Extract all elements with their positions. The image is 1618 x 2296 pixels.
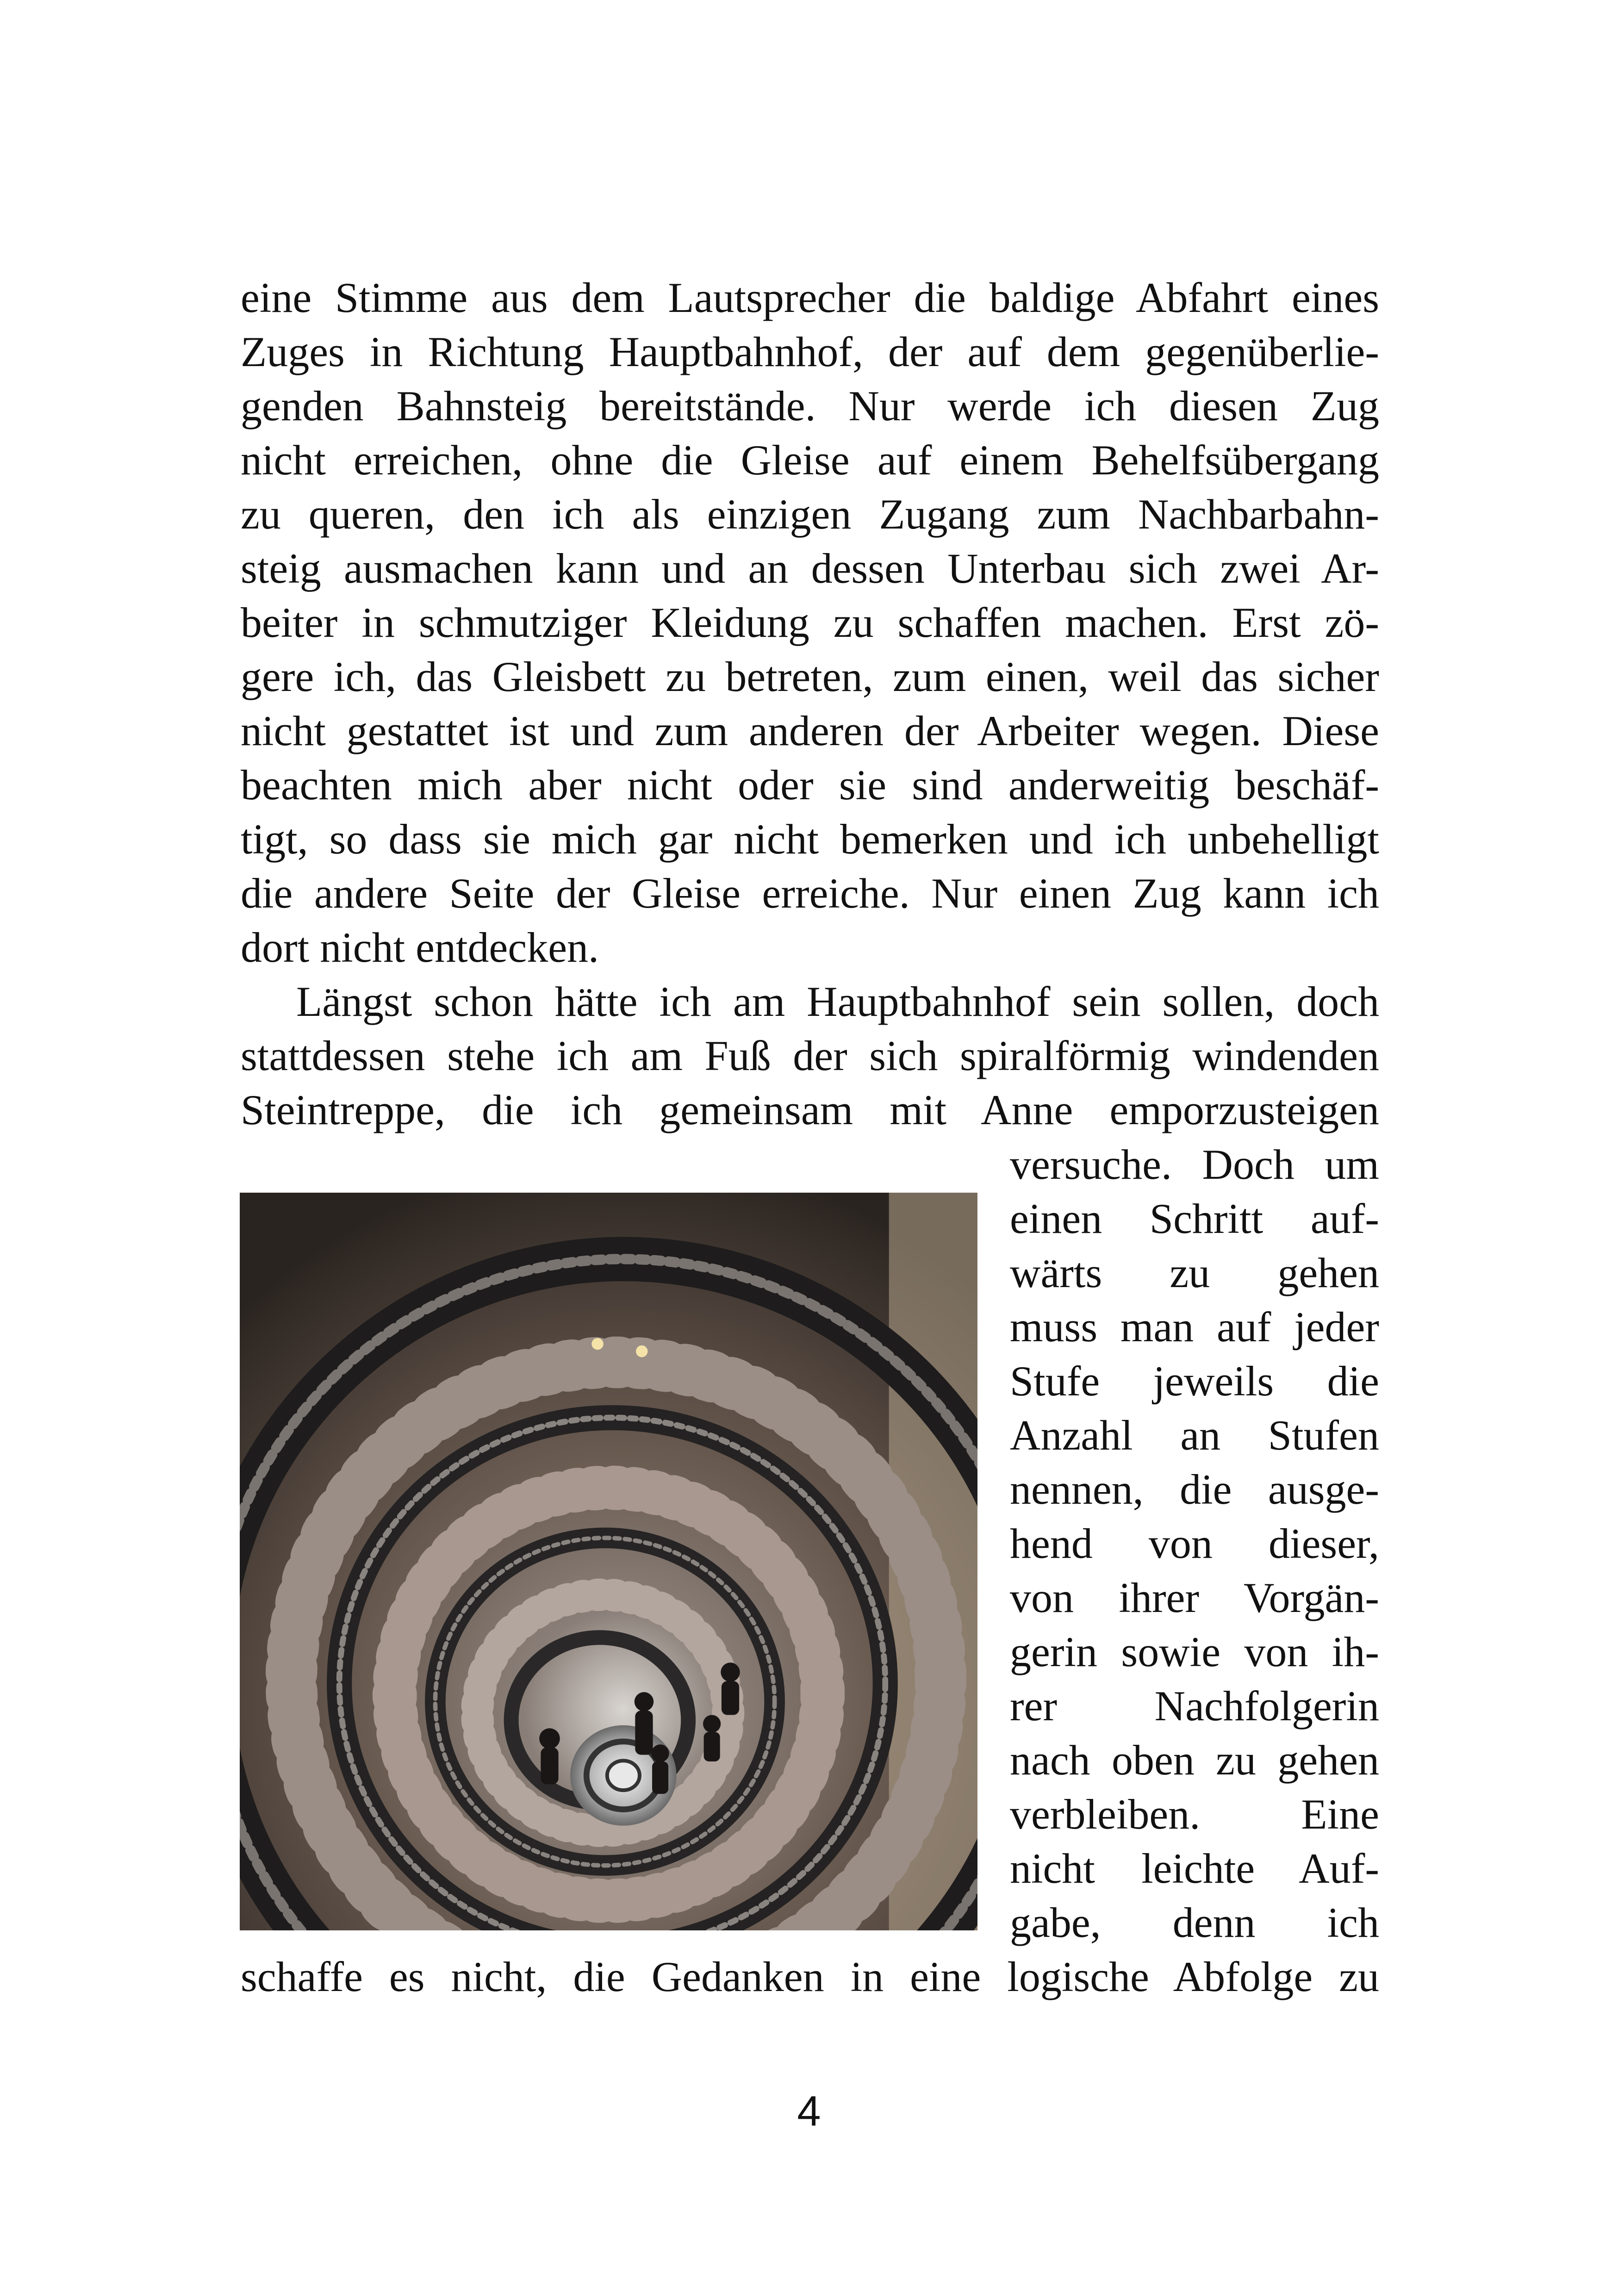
text-line: verbleiben. Eine	[1010, 1791, 1379, 1838]
text-line: schaffe es nicht, die Gedanken in eine logische Abfolge zu	[241, 1953, 1379, 2000]
text-line: einen Schritt auf-	[1010, 1195, 1379, 1242]
text-line: Stufe jeweils die	[1010, 1357, 1379, 1405]
text-line: nicht erreichen, ohne die Gleise auf einem Behelfsübergang	[241, 436, 1379, 484]
text-line: steig ausmachen kann und an dessen Unterbau sich zwei Ar-	[241, 545, 1379, 592]
text-line: Zuges in Richtung Hauptbahnhof, der auf dem gegenüberlie-	[241, 328, 1379, 375]
body-text-bottom	[241, 1950, 1379, 2004]
text-line: muss man auf jeder	[1010, 1303, 1379, 1350]
text-line: eine Stimme aus dem Lautsprecher die baldige Abfahrt eines	[241, 274, 1379, 321]
text-line: nicht leichte Auf-	[1010, 1845, 1379, 1892]
text-line: gerin sowie von ih-	[1010, 1628, 1379, 1675]
text-line: versuche. Doch um	[1010, 1141, 1379, 1188]
text-line: Längst schon hätte ich am Hauptbahnhof sein sollen, doch	[296, 978, 1379, 1025]
staircase-photo	[240, 1193, 977, 1930]
text-line: zu queren, den ich als einzigen Zugang zum Nachbarbahn-	[241, 491, 1379, 538]
text-line: tigt, so dass sie mich gar nicht bemerken und ich unbehelligt	[241, 815, 1379, 863]
text-line: rer Nachfolgerin	[1010, 1682, 1379, 1730]
text-line: hend von dieser,	[1010, 1520, 1379, 1567]
text-line: gere ich, das Gleisbett zu betreten, zum einen, weil das sicher	[241, 653, 1379, 700]
body-text-top	[241, 271, 1379, 1137]
text-line: nennen, die ausge-	[1010, 1466, 1379, 1513]
text-line: von ihrer Vorgän-	[1010, 1574, 1379, 1621]
body-text-wrap	[1010, 1138, 1379, 1950]
text-line: beiter in schmutziger Kleidung zu schaffen machen. Erst zö-	[241, 599, 1379, 646]
text-line: die andere Seite der Gleise erreiche. Nur einen Zug kann ich	[241, 870, 1379, 917]
text-line: nicht gestattet ist und zum anderen der Arbeiter wegen. Diese	[241, 707, 1379, 754]
staircase-illustration	[240, 1193, 977, 1930]
text-line: Anzahl an Stufen	[1010, 1412, 1379, 1459]
text-line: wärts zu gehen	[1010, 1249, 1379, 1296]
text-line: dort nicht entdecken.	[241, 924, 599, 971]
text-line: stattdessen stehe ich am Fuß der sich spiralförmig windenden	[241, 1032, 1379, 1079]
text-line: Steintreppe, die ich gemeinsam mit Anne emporzusteigen	[241, 1086, 1379, 1133]
page-number: 4	[797, 2088, 821, 2135]
text-line: gabe, denn ich	[1010, 1899, 1379, 1946]
text-line: genden Bahnsteig bereitstände. Nur werde ich diesen Zug	[241, 382, 1379, 429]
text-line: beachten mich aber nicht oder sie sind anderweitig beschäf-	[241, 761, 1379, 809]
text-line: nach oben zu gehen	[1010, 1736, 1379, 1784]
